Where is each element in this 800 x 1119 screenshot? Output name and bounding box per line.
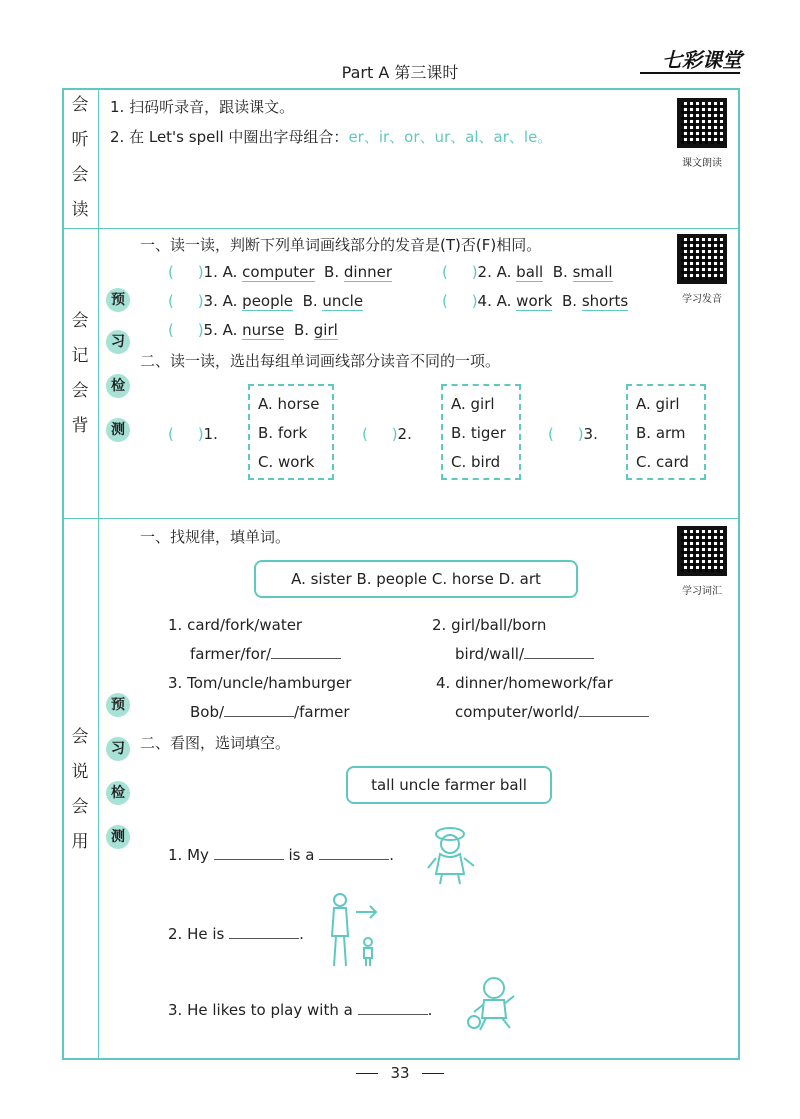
word-box: tall uncle farmer ball bbox=[346, 766, 552, 804]
pattern-q1-line1: 1. card/fork/water bbox=[168, 616, 303, 634]
answer-blank[interactable] bbox=[319, 847, 389, 860]
qr-code-icon[interactable] bbox=[677, 234, 727, 284]
boy-with-ball-illustration bbox=[466, 974, 522, 1034]
section-divider-2 bbox=[62, 518, 740, 519]
brand-logo: 七彩课堂 bbox=[662, 48, 742, 72]
tall-man-illustration bbox=[326, 892, 382, 970]
choice-box: A. sister B. people C. horse D. art bbox=[254, 560, 578, 598]
page-title: Part A 第三课时 bbox=[341, 63, 459, 82]
pattern-q3-line2: Bob/ /farmer bbox=[190, 703, 350, 721]
group-2-label: ( )2. bbox=[362, 425, 412, 443]
pattern-q2-line2: bird/wall/ bbox=[455, 645, 594, 663]
option-box-1: A. horse B. fork C. work bbox=[248, 384, 334, 480]
tf-item-3: ( )3. A. people B. uncle bbox=[168, 292, 364, 310]
group-1-label: ( )1. bbox=[168, 425, 218, 443]
letter-combos: er、ir、or、ur、al、ar、le。 bbox=[348, 128, 553, 146]
page-number: 33 bbox=[0, 1064, 800, 1082]
preview-badge: 测 bbox=[106, 418, 130, 442]
tf-item-1: ( )1. A. computer B. dinner bbox=[168, 263, 392, 281]
pattern-q2-line1: 2. girl/ball/born bbox=[432, 616, 547, 634]
part1-title: 一、找规律，填单词。 bbox=[140, 528, 291, 546]
answer-blank[interactable] bbox=[358, 1002, 428, 1015]
pattern-q1-line2: farmer/for/ bbox=[190, 645, 341, 663]
sentence-1: 1. My is a . bbox=[168, 846, 394, 864]
answer-blank[interactable] bbox=[579, 704, 649, 717]
pattern-q3-line1: 3. Tom/uncle/hamburger bbox=[168, 674, 352, 692]
option-box-3: A. girl B. arm C. card bbox=[626, 384, 706, 480]
qr-label: 学习词汇 bbox=[682, 586, 722, 597]
side-label-remember: 会 记 会 背 bbox=[71, 311, 89, 436]
sentence-3: 3. He likes to play with a . bbox=[168, 1001, 433, 1019]
answer-blank[interactable] bbox=[224, 704, 294, 717]
section-divider-1 bbox=[62, 228, 740, 229]
qr-code-icon[interactable] bbox=[677, 98, 727, 148]
qr-label: 学习发音 bbox=[682, 294, 722, 305]
side-divider bbox=[98, 88, 99, 1060]
answer-blank[interactable] bbox=[524, 646, 594, 659]
qr-label: 课文朗读 bbox=[682, 158, 722, 169]
farmer-uncle-illustration bbox=[424, 822, 480, 886]
side-label-listen: 会 听 会 读 bbox=[71, 95, 89, 220]
pattern-q4-line1: 4. dinner/homework/far bbox=[436, 674, 613, 692]
preview-badge: 预 bbox=[106, 288, 130, 312]
preview-badge: 检 bbox=[106, 781, 130, 805]
part2-title: 二、读一读，选出每组单词画线部分读音不同的一项。 bbox=[140, 352, 501, 370]
preview-badge: 测 bbox=[106, 825, 130, 849]
answer-blank[interactable] bbox=[271, 646, 341, 659]
option-box-2: A. girl B. tiger C. bird bbox=[441, 384, 521, 480]
preview-badge: 预 bbox=[106, 693, 130, 717]
tf-item-2: ( )2. A. ball B. small bbox=[442, 263, 613, 281]
preview-badge: 习 bbox=[106, 737, 130, 761]
tf-item-4: ( )4. A. work B. shorts bbox=[442, 292, 629, 310]
brand-underline bbox=[640, 72, 740, 74]
pattern-q4-line2: computer/world/ bbox=[455, 703, 649, 721]
preview-badge: 习 bbox=[106, 330, 130, 354]
qr-code-icon[interactable] bbox=[677, 526, 727, 576]
listen-line-2: 2. 在 Let's spell 中圈出字母组合：er、ir、or、ur、al、ar、le。 bbox=[110, 128, 553, 146]
group-3-label: ( )3. bbox=[548, 425, 598, 443]
preview-badge: 检 bbox=[106, 374, 130, 398]
part2-title: 二、看图，选词填空。 bbox=[140, 734, 291, 752]
tf-item-5: ( )5. A. nurse B. girl bbox=[168, 321, 338, 339]
part1-title: 一、读一读，判断下列单词画线部分的发音是(T)否(F)相同。 bbox=[140, 236, 542, 254]
sentence-2: 2. He is . bbox=[168, 925, 304, 943]
side-label-use: 会 说 会 用 bbox=[71, 727, 89, 852]
answer-blank[interactable] bbox=[229, 926, 299, 939]
answer-blank[interactable] bbox=[214, 847, 284, 860]
listen-line-1: 1. 扫码听录音，跟读课文。 bbox=[110, 98, 295, 116]
